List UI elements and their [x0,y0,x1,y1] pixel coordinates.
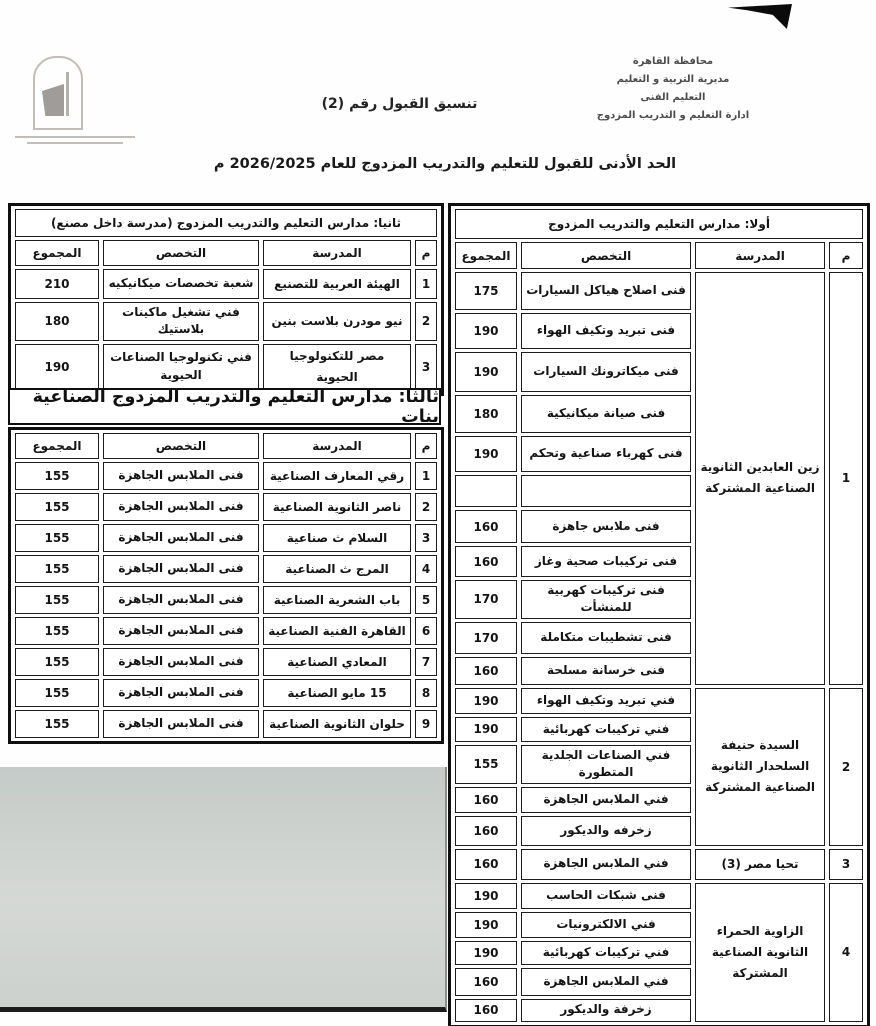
total-score-cell: 190 [455,717,517,742]
total-score-cell: 155 [15,648,99,676]
total-score-cell: 155 [15,524,99,552]
total-score-cell: 190 [455,941,517,965]
total-score-cell: 190 [455,883,517,909]
specialty-cell: فني الملابس الجاهزة [521,849,691,880]
table-row [15,555,437,583]
specialty-cell: فنى كهرباء صناعية وتحكم [521,436,691,472]
specialty-cell: فني تركيبات كهربائية [521,717,691,742]
row-index-cell: 2 [415,302,437,341]
table-row [15,679,437,707]
total-score-cell: 160 [455,787,517,813]
col-header-spec: التخصص [103,240,259,266]
school-name-cell: 15 مايو الصناعية [263,679,411,707]
specialty-cell: فنى صيانة ميكانيكية [521,395,691,433]
table-row [15,493,437,521]
specialty-cell: فنى شبكات الحاسب [521,883,691,909]
table-row [15,586,437,614]
total-score-cell: 155 [15,617,99,645]
specialty-cell: فنى خرسانة مسلحة [521,657,691,685]
table-row [15,648,437,676]
table-second-factory-schools [8,203,444,396]
table-row [15,302,437,341]
scan-grey-empty-block [0,767,447,1012]
specialty-cell: فنى الملابس الجاهزة [103,493,259,521]
total-score-cell: 155 [15,710,99,738]
col-header-school: المدرسة [263,240,411,266]
specialty-cell: فنى الملابس الجاهزة [103,586,259,614]
specialty-cell: فني تبريد وتكيف الهواء [521,688,691,714]
faint-text-line [15,136,135,138]
row-index-cell: 7 [415,648,437,676]
specialty-cell: فنى الملابس الجاهزة [103,679,259,707]
total-score-cell: 160 [455,657,517,685]
scan-artifact-corner-mark [728,4,792,30]
specialty-cell: فني الصناعات الجلدية المتطورة [521,745,691,784]
total-score-cell: 155 [455,745,517,784]
total-score-cell: 190 [455,352,517,392]
row-index-cell: 9 [415,710,437,738]
row-index-cell: 1 [415,462,437,490]
school-name-cell: الزاوية الحمراء الثانوية الصناعية المشتركة [695,883,825,1022]
total-score-cell: 180 [455,395,517,433]
total-score-cell: 180 [15,302,99,341]
school-name-cell: زين العابدين الثانوية الصناعية المشتركة [695,272,825,685]
specialty-cell: فنى ملابس جاهزة [521,510,691,543]
col-header-school: المدرسة [263,433,411,459]
school-index-cell: 2 [829,688,863,846]
letterhead [548,53,798,125]
table-row [455,272,863,310]
total-score-cell: 160 [455,968,517,996]
admission-coordination-number: تنسيق القبول رقم (2) [321,96,478,112]
row-index-cell: 2 [415,493,437,521]
specialty-cell-empty [521,475,691,507]
table-row [455,883,863,909]
table-first-dual-education-schools [448,203,870,1026]
specialty-cell: فنى تبريد وتكيف الهواء [521,313,691,349]
letterhead-line-dual-education-admin: ادارة التعليم و التدريب المزدوج [596,110,750,121]
total-score-cell: 170 [455,622,517,654]
table-row [15,524,437,552]
total-score-cell: 190 [455,313,517,349]
faint-text-line [27,142,123,144]
ministry-emblem-logo [33,56,83,130]
total-score-cell: 155 [15,555,99,583]
school-name-cell: المعادي الصناعية [263,648,411,676]
total-score-cell: 160 [455,999,517,1022]
specialty-cell: فنى ميكاترونك السيارات [521,352,691,392]
school-name-cell: مصر للتكنولوجيا الحيوية [263,344,411,390]
col-header-total: المجموع [455,242,517,269]
table-third-girls-industrial-schools [8,427,444,744]
school-index-cell: 3 [829,849,863,880]
col-header-spec: التخصص [103,433,259,459]
specialty-cell: فنى تركيبات صحية وغاز [521,546,691,577]
school-name-cell: ناصر الثانوية الصناعية [263,493,411,521]
table-row [15,269,437,299]
specialty-cell: شعبة تخصصات ميكانيكيه [103,269,259,299]
table-row [15,344,437,390]
specialty-cell: فنى الملابس الجاهزة [103,462,259,490]
school-name-cell: السلام ث صناعية [263,524,411,552]
school-name-cell: باب الشعرية الصناعية [263,586,411,614]
table-row [15,710,437,738]
col-header-num: م [415,433,437,459]
col-header-spec: التخصص [521,242,691,269]
row-index-cell: 1 [415,269,437,299]
specialty-cell: فنى تشطيبات متكاملة [521,622,691,654]
specialty-cell: فنى اصلاح هياكل السيارات [521,272,691,310]
total-score-cell: 155 [15,462,99,490]
total-score-cell-empty [455,475,517,507]
school-name-cell: الهيئة العربية للتصنيع [263,269,411,299]
school-name-cell: نيو مودرن بلاست بنين [263,302,411,341]
specialty-cell: فني تركيبات كهربائية [521,941,691,965]
school-index-cell: 4 [829,883,863,1022]
total-score-cell: 175 [455,272,517,310]
row-index-cell: 8 [415,679,437,707]
col-header-total: المجموع [15,433,99,459]
total-score-cell: 160 [455,546,517,577]
school-name-cell: حلوان الثانوية الصناعية [263,710,411,738]
total-score-cell: 190 [455,436,517,472]
specialty-cell: فنى الملابس الجاهزة [103,555,259,583]
col-header-school: المدرسة [695,242,825,269]
total-score-cell: 170 [455,580,517,619]
school-name-cell: المرج ث الصناعية [263,555,411,583]
document-title: الحد الأدنى للقبول للتعليم والتدريب المزدوج للعام 2026/2025 م [213,156,677,172]
school-index-cell: 1 [829,272,863,685]
row-index-cell: 3 [415,344,437,390]
total-score-cell: 155 [15,679,99,707]
table-row [455,849,863,880]
letterhead-line-technical-education: التعليم الفنى [640,92,706,103]
total-score-cell: 160 [455,816,517,846]
table-row [15,462,437,490]
letterhead-line-directorate: مديرية التربية و التعليم [616,74,730,85]
row-index-cell: 4 [415,555,437,583]
school-name-cell: رقي المعارف الصناعية [263,462,411,490]
school-name-cell: تحيا مصر (3) [695,849,825,880]
specialty-cell: زخرفة والديكور [521,999,691,1022]
row-index-cell: 6 [415,617,437,645]
col-header-num: م [829,242,863,269]
specialty-cell: فنى الملابس الجاهزة [103,648,259,676]
specialty-cell: فني الملابس الجاهزة [521,787,691,813]
section-title-third: ثالثا: مدارس التعليم والتدريب المزدوج الصناعية بنات [8,388,441,425]
total-score-cell: 190 [15,344,99,390]
total-score-cell: 210 [15,269,99,299]
emblem-caption-faint-text [10,132,140,148]
row-index-cell: 5 [415,586,437,614]
total-score-cell: 160 [455,849,517,880]
total-score-cell: 155 [15,493,99,521]
row-index-cell: 3 [415,524,437,552]
specialty-cell: فني تكنولوجيا الصناعات الحيوية [103,344,259,390]
col-header-total: المجموع [15,240,99,266]
total-score-cell: 160 [455,510,517,543]
specialty-cell: زخرفه والديكور [521,816,691,846]
section-title-first: أولا: مدارس التعليم والتدريب المزدوج [455,209,863,239]
letterhead-line-governorate: محافظة القاهرة [632,56,714,67]
specialty-cell: فني الملابس الجاهزة [521,968,691,996]
specialty-cell: فنى الملابس الجاهزة [103,710,259,738]
section-title-second: ثانيا: مدارس التعليم والتدريب المزدوج (مدرسة داخل مصنع) [15,209,437,237]
school-name-cell: القاهرة الفنية الصناعية [263,617,411,645]
specialty-cell: فني الالكترونيات [521,912,691,938]
total-score-cell: 190 [455,912,517,938]
total-score-cell: 155 [15,586,99,614]
total-score-cell: 190 [455,688,517,714]
specialty-cell: فنى الملابس الجاهزة [103,524,259,552]
school-name-cell: السيدة حنيفة السلحدار الثانوية الصناعية المشتركة [695,688,825,846]
table-row [455,688,863,714]
col-header-num: م [415,240,437,266]
specialty-cell: فنى الملابس الجاهزة [103,617,259,645]
specialty-cell: فنى تركيبات كهربية للمنشأت [521,580,691,619]
table-row [15,617,437,645]
specialty-cell: فني تشغيل ماكينات بلاستيك [103,302,259,341]
